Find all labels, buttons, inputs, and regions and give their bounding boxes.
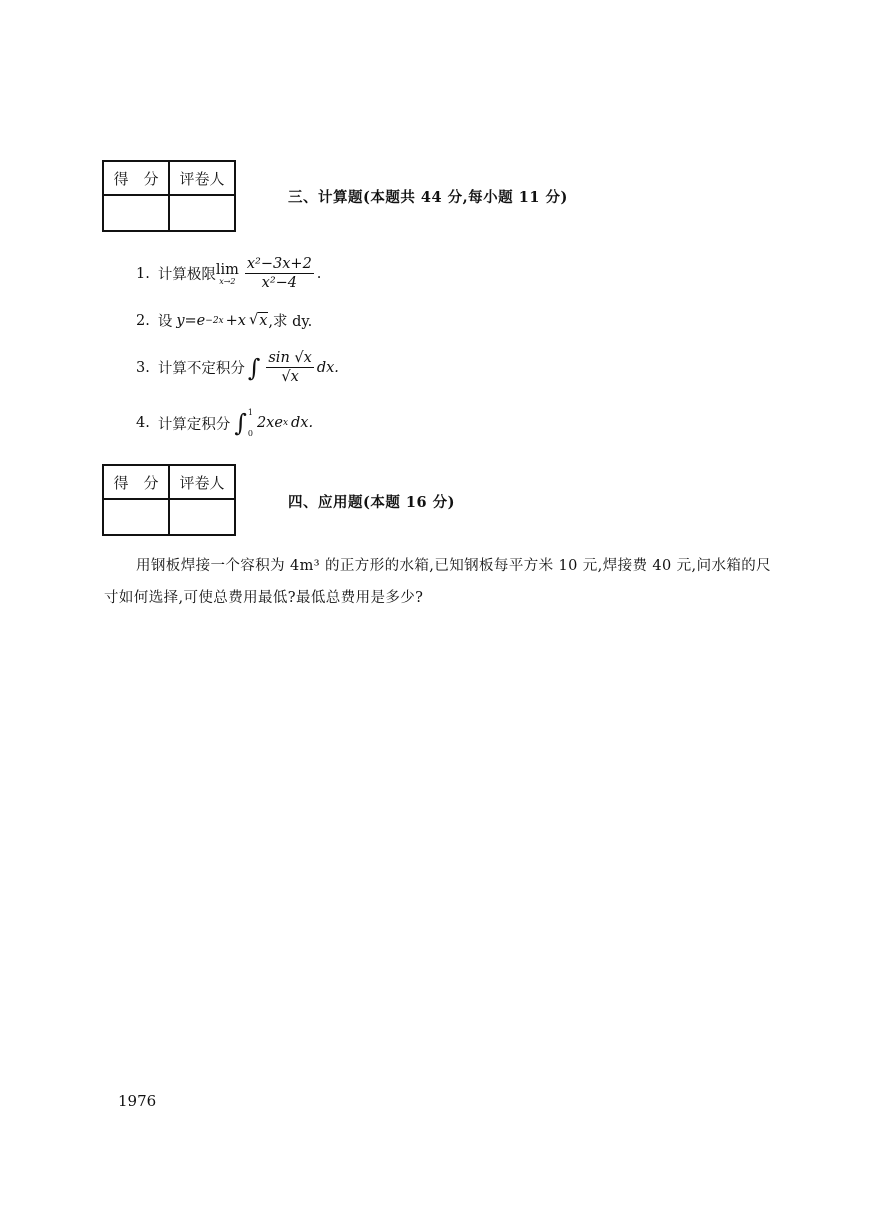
expression-b: +x bbox=[225, 312, 246, 329]
grader-label: 评卷人 bbox=[169, 161, 235, 195]
problem-prefix: 计算极限 bbox=[157, 267, 216, 283]
problem-2: 2. 设 y=e −2x +x √ x ,求 dy. bbox=[136, 312, 313, 330]
integrand-fraction bbox=[266, 350, 313, 385]
limit-fraction bbox=[245, 256, 314, 291]
problem-number: 1. bbox=[136, 265, 150, 282]
problem-4: 4. 计算定积分 ∫ 1 0 2xe x dx. bbox=[136, 408, 314, 438]
numerator: x²−3x+2 bbox=[246, 256, 312, 272]
limit-operator: lim x→2 bbox=[215, 261, 239, 286]
problem-number: 4. bbox=[136, 415, 150, 431]
denominator: √x bbox=[281, 369, 299, 385]
problem-1 bbox=[136, 256, 321, 291]
problem-number: 3. bbox=[136, 359, 150, 376]
definite-integral-sign: ∫ 1 0 bbox=[234, 408, 253, 438]
grader-cell[interactable] bbox=[169, 499, 235, 535]
problem-suffix: dx. bbox=[316, 359, 339, 376]
score-label: 得 分 bbox=[103, 161, 169, 195]
score-cell[interactable] bbox=[103, 499, 169, 535]
upper-limit: 1 bbox=[247, 408, 253, 417]
page-number: 1976 bbox=[118, 1092, 157, 1110]
square-root: √ x bbox=[248, 312, 268, 329]
problem-prefix: 计算定积分 bbox=[157, 416, 231, 433]
grader-label: 评卷人 bbox=[169, 465, 235, 499]
section-4-title: 四、应用题(本题 16 分) bbox=[288, 494, 455, 511]
grader-cell[interactable] bbox=[169, 195, 235, 231]
application-problem-text: 用钢板焊接一个容积为 4m³ 的正方形的水箱,已知钢板每平方米 10 元,焊接费 40 元,问水箱的尺寸如何选择,可使总费用最低?最低总费用是多少? bbox=[104, 558, 772, 606]
problem-prefix: 计算不定积分 bbox=[157, 361, 245, 377]
denominator: x²−4 bbox=[261, 275, 298, 291]
numerator: sin √x bbox=[268, 350, 312, 366]
problem-suffix: ,求 dy. bbox=[268, 314, 313, 330]
score-label: 得 分 bbox=[103, 465, 169, 499]
lower-limit: 0 bbox=[247, 429, 253, 438]
problem-suffix: . bbox=[316, 265, 322, 282]
problem-number: 2. bbox=[136, 312, 150, 329]
integral-sign: ∫ bbox=[247, 353, 261, 382]
score-table-section-3 bbox=[102, 160, 236, 232]
integrand: 2xe bbox=[256, 415, 283, 431]
problem-prefix: 设 bbox=[157, 314, 173, 330]
problem-suffix: dx. bbox=[291, 415, 314, 431]
problem-3 bbox=[136, 350, 339, 385]
score-table-section-4 bbox=[102, 464, 236, 536]
section-3-title: 三、计算题(本题共 44 分,每小题 11 分) bbox=[288, 189, 568, 206]
score-cell[interactable] bbox=[103, 195, 169, 231]
expression-a: y=e bbox=[176, 312, 206, 329]
